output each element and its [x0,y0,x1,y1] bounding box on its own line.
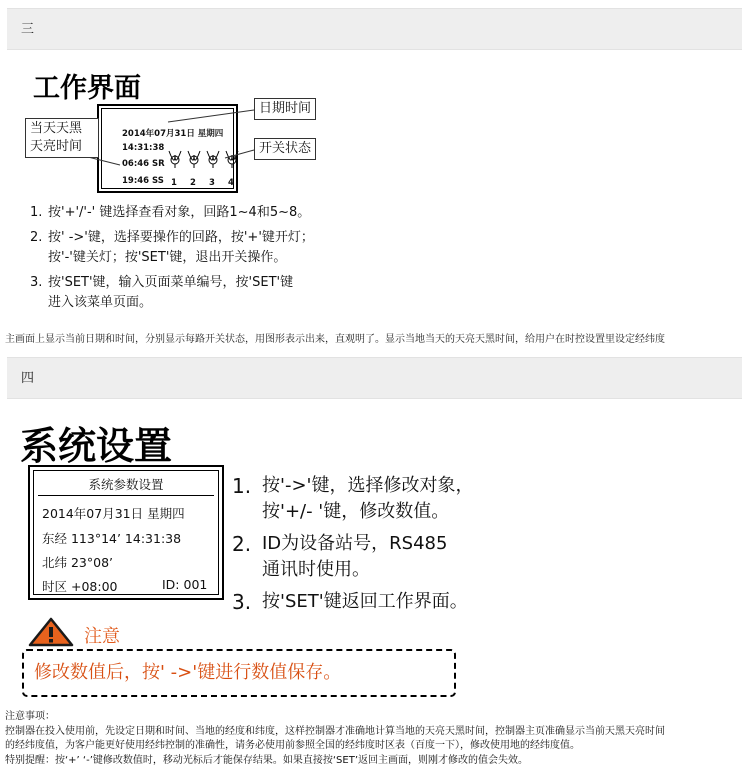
channel-label-2: 2 [190,178,196,188]
channel-label-3: 3 [209,178,215,188]
settings-screen-display [28,465,224,600]
display-date-line: 2014年07月31日 星期四 [42,506,185,521]
footnote-reminder: 特别提醒：按‘+’ ‘-’键修改数值时，移动光标后才能保存结果。如果直接按‘SET’返回主画面，则刚才修改的值会失效。 [5,754,529,766]
step-item: 1. 按'->'键，选择修改对象， 按'+/- '键，修改数值。 [232,474,474,522]
section-number: 三 [21,22,35,37]
display-time-line: 14:31:38 [122,143,165,153]
warning-label: 注意 [84,626,120,647]
step-item: 3. 按'SET'键，输入页面菜单编号，按'SET'键 进入该菜单页面。 [30,275,294,310]
step-item: 3. 按'SET'键返回工作界面。 [232,590,468,614]
channel-label-4: 4 [228,178,234,188]
channel-label-1: 1 [171,178,177,188]
step-item: 2. ID为设备站号，RS485 通讯时使用。 [232,532,448,580]
footnote-line: 控制器在投入使用前，先设定日期和时间、当地的经度和纬度，这样控制器才准确地计算当地的天亮天黑时间，控制器主页准确显示当前天黑天亮时间 [5,725,665,737]
callout-date-time: 日期时间 [254,98,316,120]
display-divider [38,495,214,496]
display-title: 系统参数设置 [88,477,164,492]
callout-switch-state: 开关状态 [254,138,316,160]
warning-icon [28,617,74,647]
section-number: 四 [21,371,35,386]
work-screen-title: 工作界面 [33,73,141,104]
callout-leaders [0,0,750,200]
display-longitude-line: 东经 113°14’ 14:31:38 [42,531,182,546]
warning-text: 修改数值后，按' ->'键进行数值保存。 [34,662,342,683]
callout-sunrise-sunset: 当天天黑 天亮时间 [25,118,99,158]
step-item: 2. 按' ->'键，选择要操作的回路，按'+'键开灯； 按'-'键关灯；按'SET'键，退出开关操作。 [30,230,314,265]
warning-box [22,649,456,697]
display-sunset-line: 19:46 SS [122,176,164,186]
footnotes [5,710,665,768]
section-bar-four [7,357,742,399]
system-settings-title: 系统设置 [20,424,173,468]
work-screen-steps [30,203,314,318]
display-date-line: 2014年07月31日 星期四 [122,129,224,139]
footnote-line: 的经纬度值，为客户能更好使用经纬控制的准确性，请务必使用前参照全国的经纬度时区表（百度一下），修改使用地的经纬度值。 [5,740,580,751]
display-timezone: 时区 +08:00 [42,579,118,594]
display-device-id: ID: 001 [162,577,208,592]
footnote-heading: 注意事项： [5,711,55,722]
settings-steps [232,473,473,621]
display-sunrise-line: 06:46 SR [122,159,165,169]
display-latitude-line: 北纬 23°08’ [42,555,114,570]
work-screen-note: 主画面上显示当前日期和时间，分别显示每路开关状态，用图形表示出来，直观明了。显示当地当天的天亮天黑时间，给用户在时控设置里设定经纬度 [5,334,665,345]
step-item: 1. 按'+'/'-' 键选择查看对象，回路1~4和5~8。 [30,205,311,220]
